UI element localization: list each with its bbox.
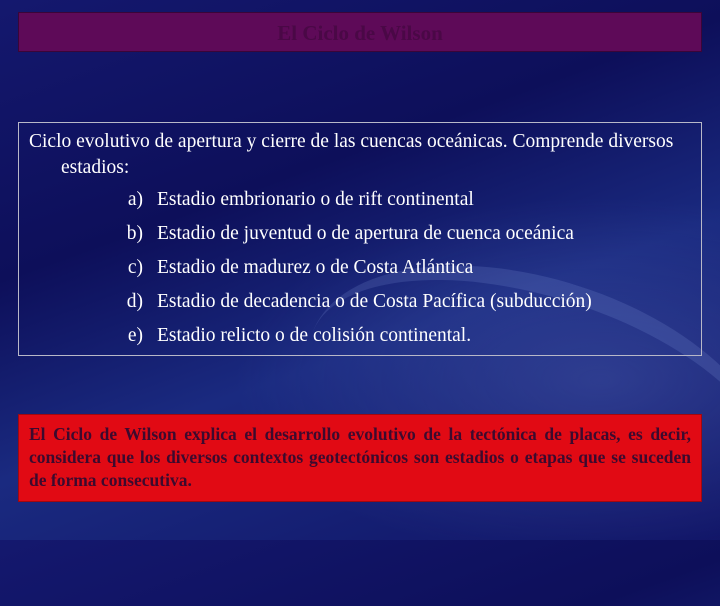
slide-title: El Ciclo de Wilson bbox=[277, 21, 443, 45]
summary-text: El Ciclo de Wilson explica el desarrollo evolutivo de la tectónica de placas, es decir, considera que los diversos contextos geotectónicos son estadios o etapas que se suceden de forma consecutiva. bbox=[29, 424, 691, 490]
stage-text: Estadio embrionario o de rift continental bbox=[157, 189, 474, 210]
stage-letter: d) bbox=[126, 291, 143, 312]
stages-box bbox=[18, 122, 702, 356]
stage-item-e bbox=[29, 323, 691, 357]
intro-text: Ciclo evolutivo de apertura y cierre de las cuencas oceánicas. Comprende diversos estadios: bbox=[29, 131, 674, 178]
stage-list bbox=[29, 187, 691, 357]
stage-letter: c) bbox=[127, 257, 143, 278]
stage-letter: a) bbox=[127, 189, 143, 210]
stage-item-c bbox=[29, 255, 691, 289]
stage-item-b bbox=[29, 221, 691, 255]
stage-letter: b) bbox=[126, 223, 143, 244]
slide-title-bar bbox=[18, 12, 702, 52]
stage-letter: e) bbox=[127, 325, 143, 346]
stage-item-d bbox=[29, 289, 691, 323]
stage-text: Estadio de juventud o de apertura de cuenca oceánica bbox=[157, 223, 574, 244]
stage-text: Estadio de madurez o de Costa Atlántica bbox=[157, 257, 474, 278]
stage-item-a bbox=[29, 187, 691, 221]
stage-text: Estadio relicto o de colisión continental. bbox=[157, 325, 472, 346]
summary-box bbox=[18, 414, 702, 502]
stage-text: Estadio de decadencia o de Costa Pacífica (subducción) bbox=[157, 291, 592, 312]
